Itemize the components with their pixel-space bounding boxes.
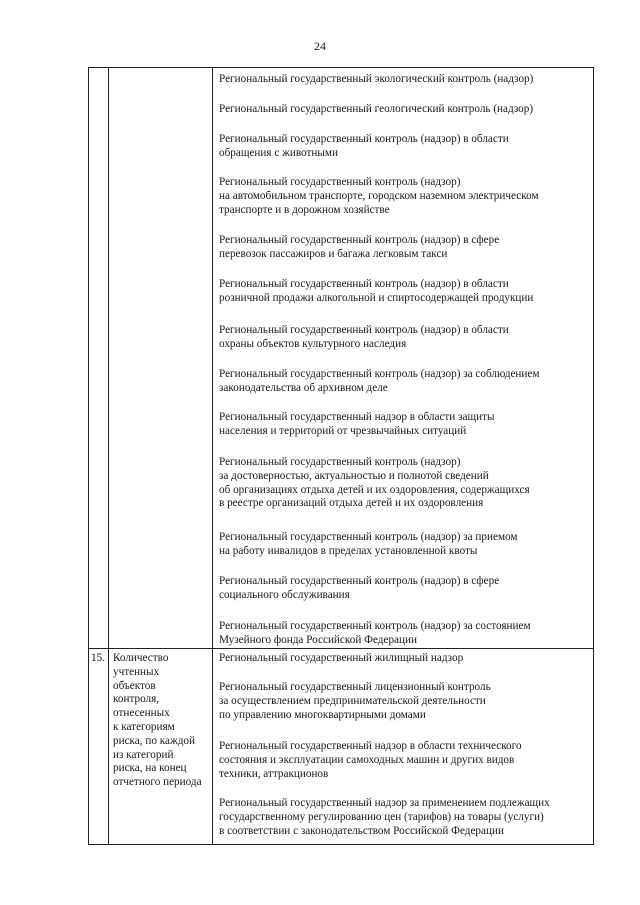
control-entry-emergency: Региональный государственный надзор в области защиты населения и территорий от чрезвычайных ситуаций — [219, 411, 495, 437]
control-types-table — [88, 67, 594, 845]
control-entry-licensing: Региональный государственный лицензионный контроль за осуществлением предпринимательской деятельности по управлению многоквартирными домами — [219, 681, 491, 721]
row-divider-15 — [89, 648, 593, 649]
row-label-line: риска, на конец — [113, 762, 187, 775]
row-label-line: отнесенных — [113, 707, 170, 720]
row-label-line: Количество — [113, 652, 169, 664]
control-entry-disabled-employment: Региональный государственный контроль (надзор) за приемом на работу инвалидов в пределах установленной квоты — [219, 531, 518, 557]
control-entry-geological: Региональный государственный геологический контроль (надзор) — [219, 103, 534, 115]
control-entry-machinery: Региональный государственный надзор в области технического состояния и эксплуатации самоходных машин и других видов техники, аттракционов — [219, 740, 522, 780]
row-label-line: учтенных — [113, 665, 160, 678]
control-entry-transport: Региональный государственный контроль (надзор) на автомобильном транспорте, городском наземном электрическом транспорте и в дорожном хозяйстве — [219, 176, 539, 216]
control-entry-cultural-heritage: Региональный государственный контроль (надзор) в области охраны объектов культурного наследия — [219, 324, 509, 350]
row-label-line: из категорий — [113, 748, 174, 761]
control-entry-animals: Региональный государственный контроль (надзор) в области обращения с животными — [219, 133, 509, 159]
control-entry-housing: Региональный государственный жилищный надзор — [219, 652, 464, 664]
control-entry-taxi: Региональный государственный контроль (надзор) в сфере перевозок пассажиров и багажа легковым такси — [219, 234, 500, 260]
row-label-line: к категориям — [113, 720, 175, 733]
control-entry-museum-fund: Региональный государственный контроль (надзор) за состоянием Музейного фонда Российской Федерации — [219, 620, 531, 646]
row-label — [113, 652, 211, 790]
control-entry-ecological: Региональный государственный экологический контроль (надзор) — [219, 73, 534, 85]
page-number: 24 — [314, 39, 326, 53]
row-number: 15. — [91, 652, 105, 664]
row-label-line: объектов — [113, 679, 156, 692]
column-divider-number — [108, 68, 109, 844]
control-entry-alcohol: Региональный государственный контроль (надзор) в области розничной продажи алкогольной и спиртосодержащей продукции — [219, 278, 534, 304]
row-label-line: контроля, — [113, 693, 160, 706]
row-label-line: риска, по каждой — [113, 734, 195, 747]
control-entry-social-services: Региональный государственный контроль (надзор) в сфере социального обслуживания — [219, 575, 500, 601]
control-entry-tariffs: Региональный государственный надзор за применением подлежащих государственному регулированию цен (тарифов) на товары (услуги) в соответствии с законодательством Российской Федерации — [219, 797, 550, 837]
column-divider-label — [212, 68, 213, 844]
row-label-line: отчетного периода — [113, 776, 202, 789]
control-entry-child-recreation: Региональный государственный контроль (надзор) за достоверностью, актуальностью и полнотой сведений об организациях отдыха детей и их оздоровления, содержащихся в реестре организаций отдыха детей и их оздоровления — [219, 456, 530, 510]
control-entry-archives: Региональный государственный контроль (надзор) за соблюдением законодательства об архивном деле — [219, 368, 540, 394]
